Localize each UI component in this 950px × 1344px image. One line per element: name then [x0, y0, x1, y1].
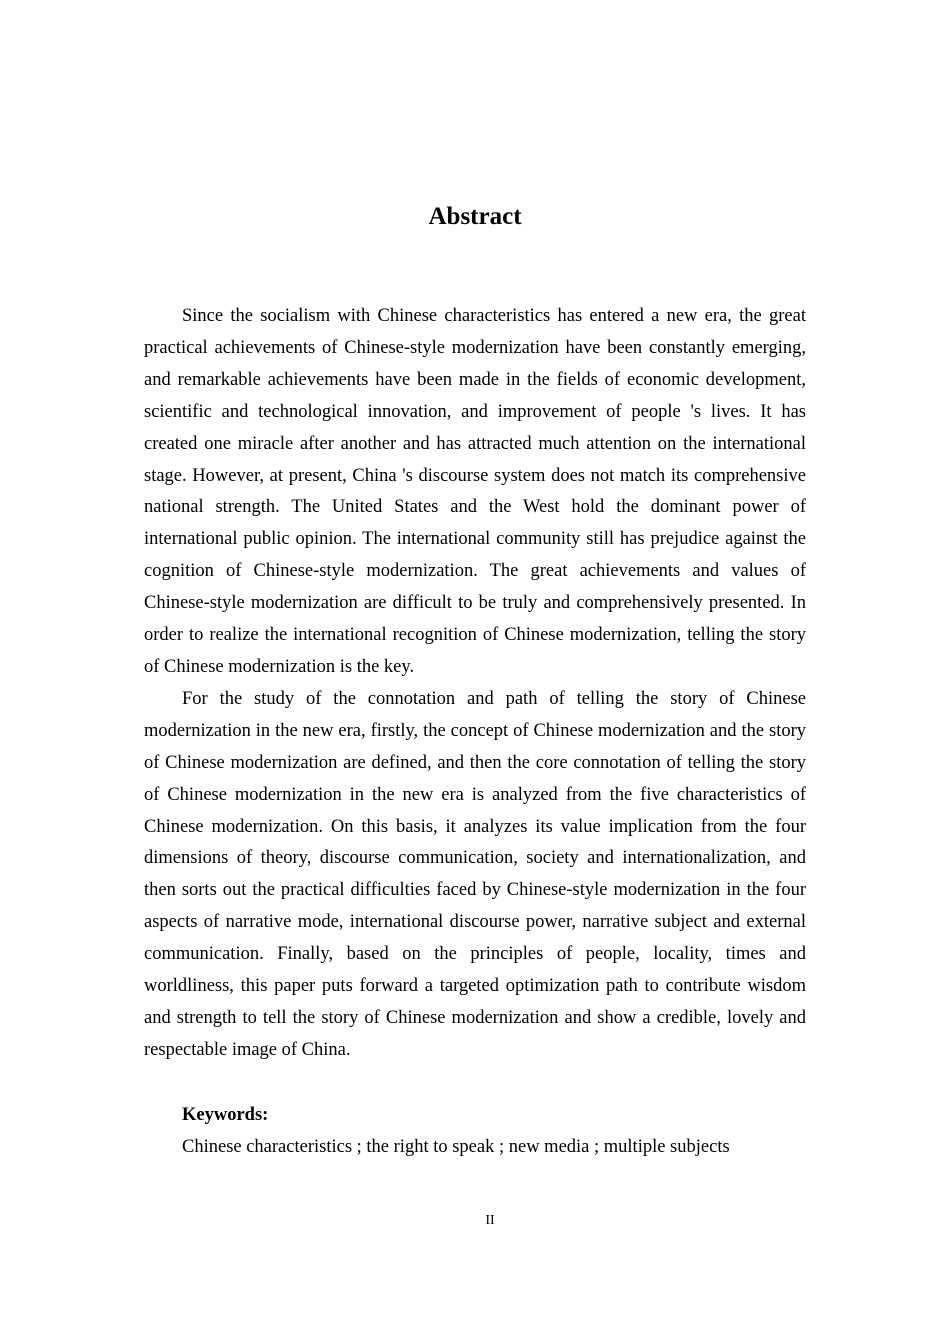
keywords-list: Chinese characteristics ; the right to speak ; new media ; multiple subjects [182, 1137, 730, 1157]
keywords-label: Keywords: [182, 1105, 269, 1125]
abstract-body [144, 301, 806, 1067]
abstract-paragraph-2: For the study of the connotation and path of telling the story of Chinese modernization in the new era, firstly, the concept of Chinese modernization and the story of Chinese modernization are defined, and then the core connotation of telling the story of Chinese modernization in the new era is analyzed from the five characteristics of Chinese modernization. On this basis, it analyzes its value implication from the four dimensions of theory, discourse communication, society and internationalization, and then sorts out the practical difficulties faced by Chinese-style modernization in the four aspects of narrative mode, international discourse power, narrative subject and external communication. Finally, based on the principles of people, locality, times and worldliness, this paper puts forward a targeted optimization path to contribute wisdom and strength to tell the story of Chinese modernization and show a credible, lovely and respectable image of China. [144, 688, 806, 1060]
page-number: II [485, 1213, 495, 1228]
abstract-paragraph-1: Since the socialism with Chinese characteristics has entered a new era, the great practical achievements of Chinese-style modernization have been constantly emerging, and remarkable achievements have been made in the fields of economic development, scientific and technological innovation, and improvement of people 's lives. It has created one miracle after another and has attracted much attention on the international stage. However, at present, China 's discourse system does not match its comprehensive national strength. The United States and the West hold the dominant power of international public opinion. The international community still has prejudice against the cognition of Chinese-style modernization. The great achievements and values of Chinese-style modernization are difficult to be truly and comprehensively presented. In order to realize the international recognition of Chinese modernization, telling the story of Chinese modernization is the key. [144, 306, 806, 677]
keywords-section [182, 1099, 806, 1163]
abstract-title: Abstract [428, 203, 522, 230]
